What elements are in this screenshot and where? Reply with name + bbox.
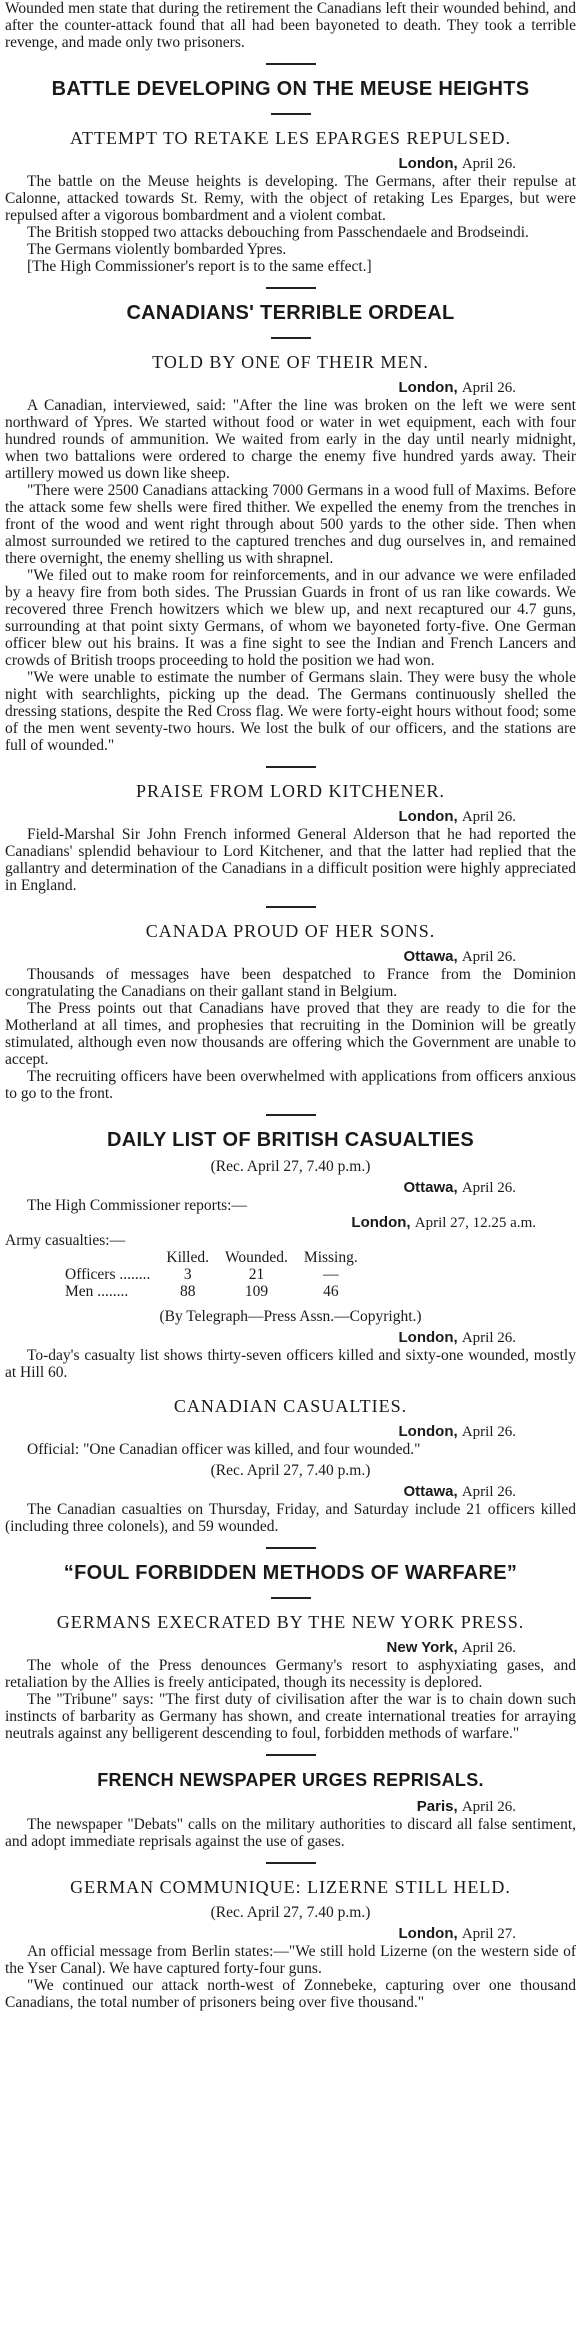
casualties-headline: DAILY LIST OF BRITISH CASUALTIES <box>106 1129 475 1151</box>
article-paragraph: The recruiting officers have been overwhelmed with applications from officers anxious to go to the front. <box>5 1068 576 1102</box>
french-newspaper-article <box>5 1768 576 1850</box>
section-divider <box>266 59 316 69</box>
article-paragraph: "We filed out to make room for reinforcements, and in our advance we were enfiladed by a heavy fire from both sides. The Prussian Guards in front of us ran like cowards. We recovered three French howitzers which we blew up, and next recaptured our 4.7 guns, surrounding at that point sixty Germans, of whom we bayoneted forty-five. One German officer blew out his brains. It was a fine sight to see the Indian and French Lancers and crowds of British troops proceeding to hold the position we had won. <box>5 567 576 669</box>
table-row <box>65 1266 366 1283</box>
ordeal-subhead: TOLD BY ONE OF THEIR MEN. <box>152 352 429 372</box>
dateline: London, April 26. <box>398 1329 516 1346</box>
dateline: London, April 26. <box>398 155 516 172</box>
table-cell: 46 <box>323 1283 339 1300</box>
dateline: Ottawa, April 26. <box>403 1483 516 1500</box>
dateline: Ottawa, April 26. <box>403 948 516 965</box>
article-paragraph: "We continued our attack north-west of Zonnebeke, capturing over one thousand Canadians, the total number of prisoners being over five thousand." <box>5 1977 576 2011</box>
dateline: Paris, April 26. <box>416 1798 516 1815</box>
dateline: London, April 26. <box>398 379 516 396</box>
section-divider <box>271 333 311 343</box>
article-paragraph: The Canadian casualties on Thursday, Friday, and Saturday include 21 officers killed (including three colonels), and 59 wounded. <box>5 1501 576 1535</box>
casualties-article <box>5 1128 576 1381</box>
section-divider <box>266 1858 316 1868</box>
kitchener-article <box>5 780 576 894</box>
casualties-table <box>65 1249 366 1300</box>
received-stamp: (Rec. April 27, 7.40 p.m.) <box>210 1158 371 1175</box>
foul-methods-article <box>5 1561 576 1742</box>
dateline: New York, April 26. <box>386 1639 516 1656</box>
foul-subhead: GERMANS EXECRATED BY THE NEW YORK PRESS. <box>56 1612 525 1632</box>
article-paragraph: An official message from Berlin states:—"We still hold Lizerne (on the western side of the Yser Canal). We have captured forty-four guns. <box>5 1943 576 1977</box>
article-paragraph: "We were unable to estimate the number of Germans slain. They were busy the whole night with searchlights, picking up the dead. The Germans continuously shelled the dressing stations, despite the Red Cross flag. We were forty-eight hours without food; some of the men went seventy-two hours. We lost the bulk of our officers, and the stations are full of wounded." <box>5 669 576 754</box>
section-divider <box>271 1593 311 1603</box>
section-divider <box>266 1750 316 1760</box>
army-casualties-label: Army casualties:— <box>5 1232 126 1249</box>
article-paragraph: The Germans violently bombarded Ypres. <box>27 241 287 258</box>
intro-paragraph: Wounded men state that during the retirement the Canadians left their wounded behind, and after the counter-attack found that all had been bayoneted to death. They took a terrible revenge, and made only two prisoners. <box>5 0 576 51</box>
table-cell: Officers ........ <box>65 1266 151 1283</box>
proud-article <box>5 920 576 1102</box>
article-paragraph: The "Tribune" says: "The first duty of civilisation after the war is to chain down such instincts of barbarity as Germany has shown, and create international treaties for arraying neutrals against any belligerent descending to foul, forbidden methods of warfare." <box>5 1691 576 1742</box>
proud-headline: CANADA PROUD OF HER SONS. <box>145 921 436 941</box>
section-divider <box>266 762 316 772</box>
section-divider <box>266 283 316 293</box>
canadian-casualties-article <box>5 1395 576 1535</box>
french-newspaper-headline: FRENCH NEWSPAPER URGES REPRISALS. <box>97 1770 484 1790</box>
article-paragraph: Official: "One Canadian officer was killed, and four wounded." <box>27 1441 421 1458</box>
received-stamp: (Rec. April 27, 7.40 p.m.) <box>210 1462 371 1479</box>
table-header: Wounded. <box>225 1249 288 1266</box>
table-cell: 88 <box>179 1283 196 1300</box>
table-cell: Men ........ <box>65 1283 129 1300</box>
dateline: London, April 26. <box>398 1423 516 1440</box>
meuse-subhead: ATTEMPT TO RETAKE LES EPARGES REPULSED. <box>70 128 511 148</box>
table-header: Missing. <box>303 1249 358 1266</box>
telegraph-credit: (By Telegraph—Press Assn.—Copyright.) <box>159 1308 422 1325</box>
reports-line: The High Commissioner reports:— <box>27 1197 247 1214</box>
kitchener-headline: PRAISE FROM LORD KITCHENER. <box>135 781 446 801</box>
article-paragraph: The Press points out that Canadians have proved that they are ready to die for the Motherland at all times, and prophesies that recruiting in the Dominion will be greatly stimulated, although even now thousands are offering which the Government are unable to accept. <box>5 1000 576 1068</box>
article-paragraph: A Canadian, interviewed, said: "After the line was broken on the left we were sent northward of Ypres. We started without food or water in wet equipment, each with four hundred rounds of ammunition. We waited from early in the day until nearly midnight, when two battalions were ordered to charge the enemy five hundred yards away. Their artillery mowed us down like sheep. <box>5 397 576 482</box>
table-header: Killed. <box>166 1249 209 1266</box>
ordeal-article <box>5 301 576 754</box>
table-cell: 3 <box>183 1266 192 1283</box>
meuse-headline: BATTLE DEVELOPING ON THE MEUSE HEIGHTS <box>51 78 530 100</box>
table-cell: — <box>323 1266 339 1283</box>
article-paragraph: [The High Commissioner's report is to the same effect.] <box>27 258 372 275</box>
section-divider <box>266 1543 316 1553</box>
dateline: London, April 27. <box>398 1925 516 1942</box>
table-cell: 109 <box>244 1283 269 1300</box>
dateline: London, April 26. <box>398 808 516 825</box>
german-communique-article <box>5 1876 576 2011</box>
section-divider <box>271 109 311 119</box>
table-row <box>65 1283 366 1300</box>
table-header-row <box>65 1249 366 1266</box>
article-paragraph: The battle on the Meuse heights is developing. The Germans, after their repulse at Calonne, attacked towards St. Remy, with the object of retaking Les Eparges, but were repulsed after a vigorous bombardment and a violent combat. <box>5 173 576 224</box>
article-paragraph: The British stopped two attacks debouching from Passchendaele and Brodseindi. <box>27 224 529 241</box>
article-paragraph: The whole of the Press denounces Germany's resort to asphyxiating gases, and retaliation by the Allies is freely anticipated, though its necessity is deplored. <box>5 1657 576 1691</box>
table-header <box>65 1249 158 1266</box>
article-paragraph: The newspaper "Debats" calls on the military authorities to discard all false sentiment, and adopt immediate reprisals against the use of gases. <box>5 1816 576 1850</box>
dateline: Ottawa, April 26. <box>403 1179 516 1196</box>
canadian-casualties-headline: CANADIAN CASUALTIES. <box>173 1396 408 1416</box>
article-paragraph: "There were 2500 Canadians attacking 7000 Germans in a wood full of Maxims. Before the attack some few shells were fired thither. We expelled the enemy from the trenches in front of the wood and went right through about 500 yards to the other side. Then when almost surrounded we retired to the captured trenches and dug ourselves in, and remained there overnight, the enemy shelling us with shrapnel. <box>5 482 576 567</box>
dateline: London, April 27, 12.25 a.m. <box>351 1214 536 1231</box>
meuse-article <box>5 77 576 275</box>
article-paragraph: To-day's casualty list shows thirty-seven officers killed and sixty-one wounded, mostly at Hill 60. <box>5 1347 576 1381</box>
article-paragraph: Thousands of messages have been despatched to France from the Dominion congratulating the Canadians on their gallant stand in Belgium. <box>5 966 576 1000</box>
german-communique-headline: GERMAN COMMUNIQUE: LIZERNE STILL HELD. <box>70 1877 511 1897</box>
section-divider <box>266 1110 316 1120</box>
section-divider <box>266 902 316 912</box>
table-cell: 21 <box>248 1266 265 1283</box>
ordeal-headline: CANADIANS' TERRIBLE ORDEAL <box>126 302 455 324</box>
article-paragraph: Field-Marshal Sir John French informed General Alderson that he had reported the Canadians' splendid behaviour to Lord Kitchener, and that the latter had replied that the gallantry and determination of the Canadians in a difficult position were highly appreciated in England. <box>5 826 576 894</box>
foul-headline: “FOUL FORBIDDEN METHODS OF WARFARE” <box>63 1562 518 1584</box>
received-stamp: (Rec. April 27, 7.40 p.m.) <box>210 1904 371 1921</box>
